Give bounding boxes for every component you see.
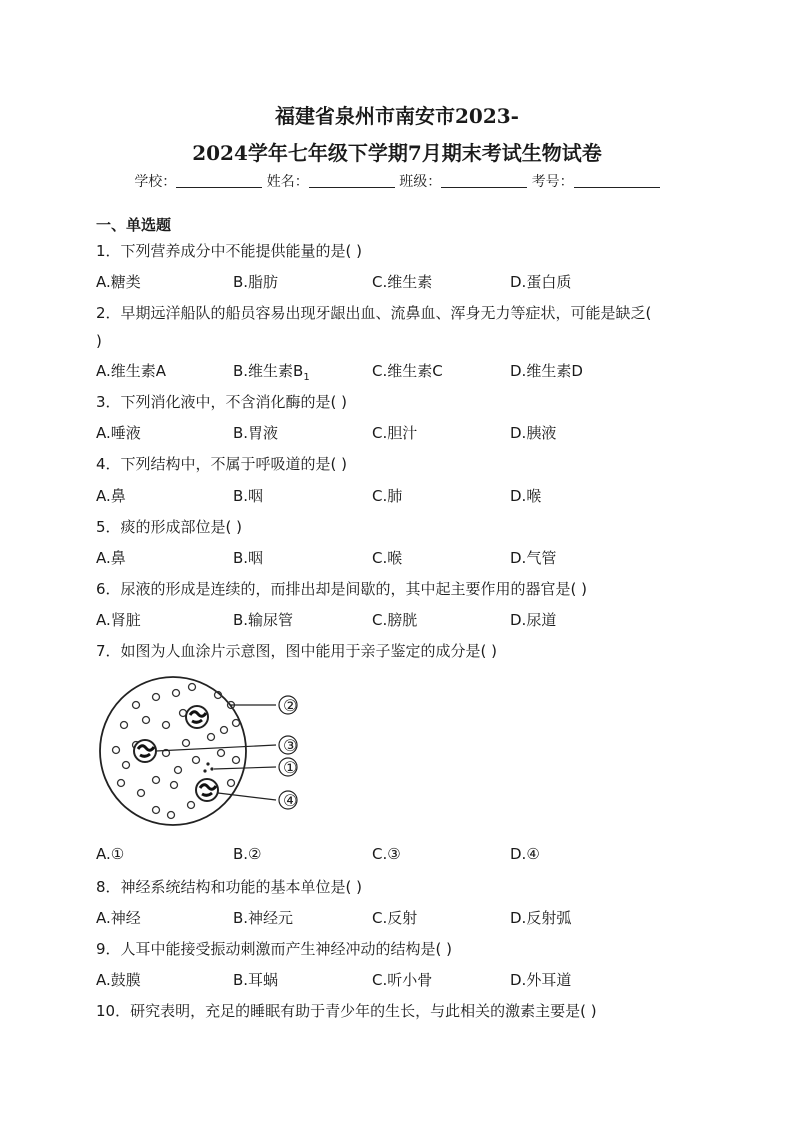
q2-option-c[interactable]: C.维生素C	[372, 362, 443, 380]
q1-option-a[interactable]: A.糖类	[96, 273, 141, 291]
q1-option-b[interactable]: B.脂肪	[233, 273, 279, 291]
question-4: 4．下列结构中，不属于呼吸道的是( )	[96, 455, 348, 473]
platelets	[203, 762, 213, 772]
q9-option-a[interactable]: A.鼓膜	[96, 971, 141, 989]
q9-option-c[interactable]: C.听小骨	[372, 971, 433, 989]
q7-option-c[interactable]: C.③	[372, 845, 401, 863]
q5-option-d[interactable]: D.气管	[510, 549, 557, 567]
q2-option-b[interactable]	[233, 360, 310, 383]
question-9: 9．人耳中能接受振动刺激而产生神经冲动的结构是( )	[96, 940, 453, 958]
q3-option-b[interactable]: B.胃液	[233, 424, 279, 442]
question-1: 1．下列营养成分中不能提供能量的是( )	[96, 242, 363, 260]
q4-option-b[interactable]: B.咽	[233, 487, 264, 505]
title-line-2: 2024学年七年级下学期7月期末考试生物试卷	[192, 141, 602, 165]
number-blank[interactable]	[574, 173, 660, 188]
q2-option-b-text: B.维生素B	[233, 362, 304, 380]
q5-option-a[interactable]: A.鼻	[96, 549, 126, 567]
q4-option-c[interactable]: C.肺	[372, 487, 403, 505]
class-label: 班级：	[399, 174, 442, 190]
q5-option-c[interactable]: C.喉	[372, 549, 403, 567]
q3-option-a[interactable]: A.唾液	[96, 424, 141, 442]
q8-option-c[interactable]: C.反射	[372, 909, 418, 927]
question-10: 10．研究表明，充足的睡眠有助于青少年的生长，与此相关的激素主要是( )	[96, 1002, 597, 1020]
question-7: 7．如图为人血涂片示意图，图中能用于亲子鉴定的成分是( )	[96, 642, 498, 660]
class-blank[interactable]	[441, 173, 527, 188]
q9-option-b[interactable]: B.耳蜗	[233, 971, 279, 989]
q4-option-d[interactable]: D.喉	[510, 487, 542, 505]
student-info	[0, 171, 794, 191]
q2-option-d[interactable]: D.维生素D	[510, 362, 583, 380]
figure-label-4: ④	[283, 791, 298, 810]
section-heading: 一、单选题	[96, 216, 172, 234]
school-blank[interactable]	[176, 173, 262, 188]
q6-option-b[interactable]: B.输尿管	[233, 611, 294, 629]
q2-option-b-subscript: 1	[303, 372, 310, 383]
q8-option-d[interactable]: D.反射弧	[510, 909, 572, 927]
q9-option-d[interactable]: D.外耳道	[510, 971, 572, 989]
q3-option-d[interactable]: D.胰液	[510, 424, 557, 442]
red-blood-cells	[113, 684, 240, 819]
white-blood-cells	[134, 706, 218, 801]
q3-option-c[interactable]: C.胆汁	[372, 424, 418, 442]
q8-option-a[interactable]: A.神经	[96, 909, 141, 927]
q5-option-b[interactable]: B.咽	[233, 549, 264, 567]
name-blank[interactable]	[309, 173, 395, 188]
question-5: 5．痰的形成部位是( )	[96, 518, 243, 536]
figure-label-2: ②	[283, 696, 298, 715]
title-line-1: 福建省泉州市南安市2023-	[275, 104, 519, 128]
q8-option-b[interactable]: B.神经元	[233, 909, 294, 927]
q4-option-a[interactable]: A.鼻	[96, 487, 126, 505]
question-3: 3．下列消化液中，不含消化酶的是( )	[96, 393, 348, 411]
figure-label-1: ①	[283, 758, 298, 777]
q2-option-a[interactable]: A.维生素A	[96, 362, 167, 380]
q1-option-c[interactable]: C.维生素	[372, 273, 433, 291]
name-label: 姓名：	[266, 174, 309, 190]
q1-option-d[interactable]: D.蛋白质	[510, 273, 572, 291]
q7-option-b[interactable]: B.②	[233, 845, 262, 863]
school-label: 学校：	[134, 174, 177, 190]
q6-option-c[interactable]: C.膀胱	[372, 611, 418, 629]
number-label: 考号：	[531, 174, 574, 190]
q6-option-d[interactable]: D.尿道	[510, 611, 557, 629]
question-2-cont: )	[96, 332, 102, 350]
blood-smear-figure	[96, 665, 306, 833]
question-8: 8．神经系统结构和功能的基本单位是( )	[96, 878, 363, 896]
figure-label-3: ③	[283, 736, 298, 755]
question-2: 2．早期远洋船队的船员容易出现牙龈出血、流鼻血、浑身无力等症状，可能是缺乏(	[96, 304, 652, 322]
q6-option-a[interactable]: A.肾脏	[96, 611, 141, 629]
question-6: 6．尿液的形成是连续的，而排出却是间歇的，其中起主要作用的器官是( )	[96, 580, 588, 598]
q7-option-a[interactable]: A.①	[96, 845, 125, 863]
q7-option-d[interactable]: D.④	[510, 845, 540, 863]
